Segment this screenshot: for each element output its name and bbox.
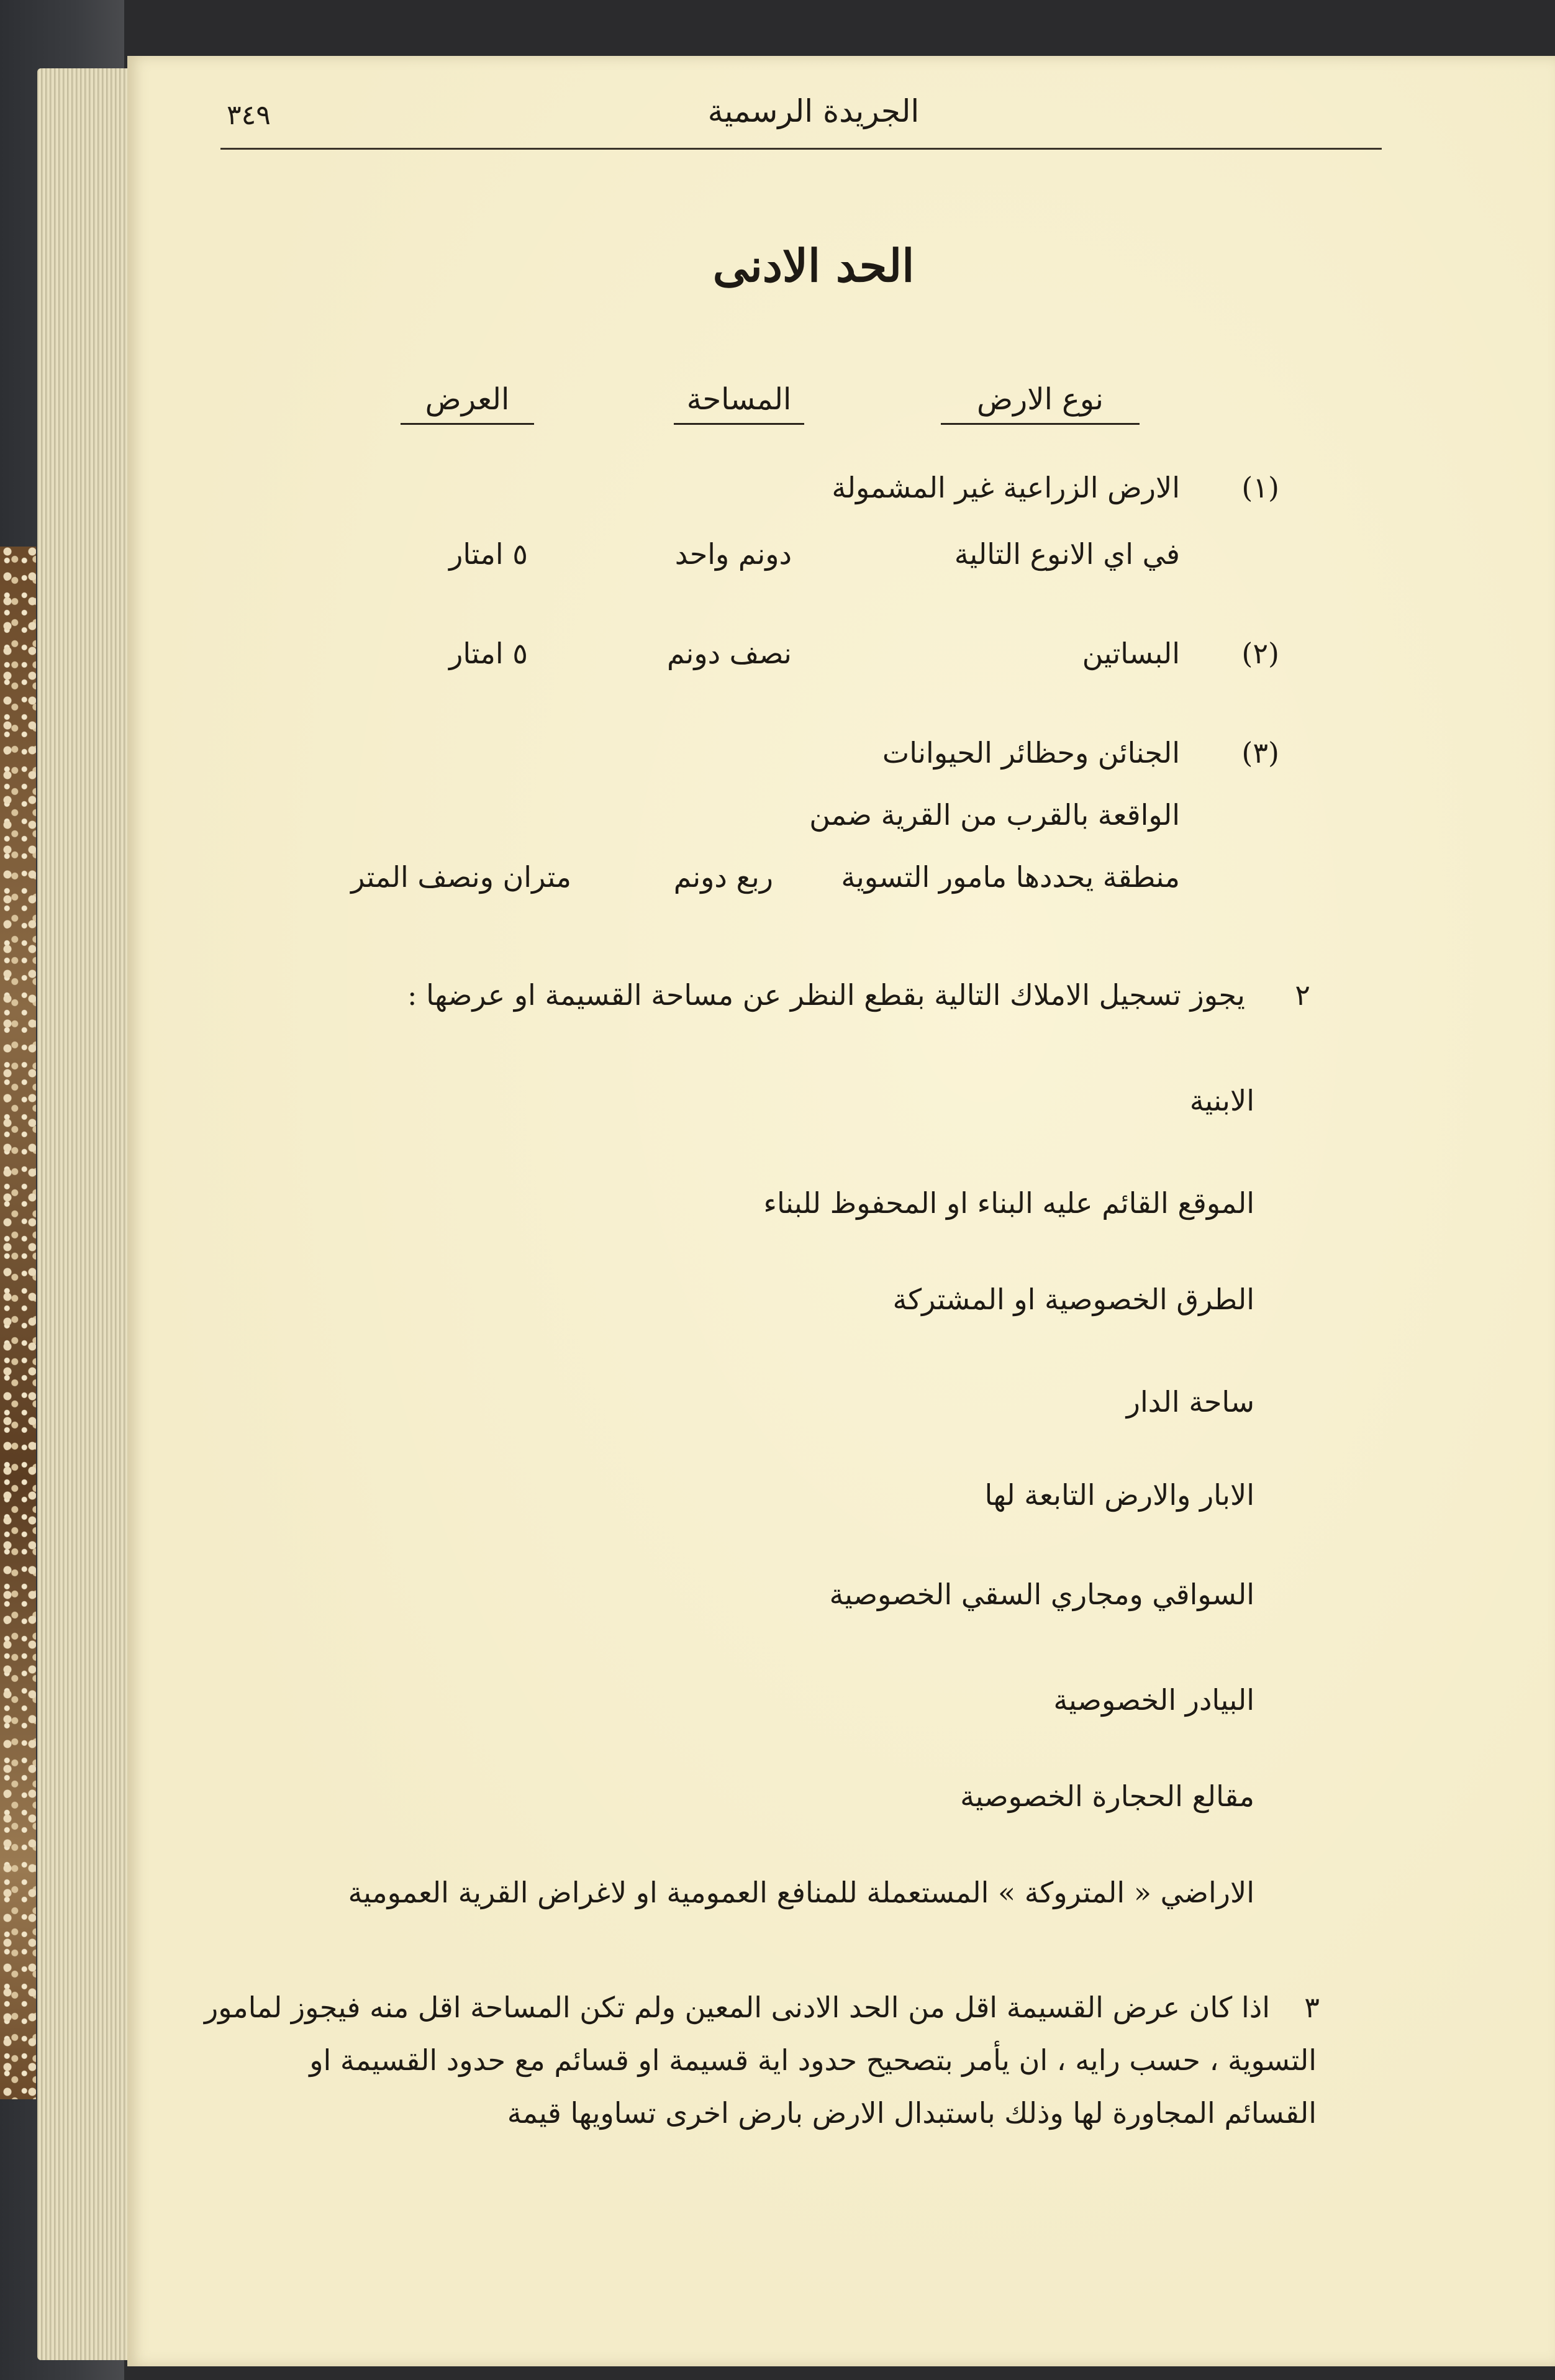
- land-type-line: البساتين: [1082, 637, 1180, 670]
- row-number: (١): [1241, 471, 1279, 504]
- column-header-land-type: نوع الارض: [941, 382, 1140, 425]
- area-value: نصف دونم: [666, 637, 792, 670]
- column-header-area: المساحة: [674, 382, 804, 425]
- column-header-width: العرض: [401, 382, 534, 425]
- page-number: ٣٤٩: [227, 99, 271, 131]
- list-item: الاراضي « المتروكة » المستعملة للمنافع العمومية او لاغراض القرية العمومية: [348, 1876, 1254, 1909]
- row-number: (٢): [1241, 637, 1279, 670]
- area-value: ربع دونم: [673, 860, 773, 894]
- clause-number: ٣: [1304, 1991, 1320, 2024]
- list-item: البيادر الخصوصية: [1053, 1683, 1254, 1717]
- list-item: السواقي ومجاري السقي الخصوصية: [829, 1578, 1254, 1611]
- land-type-line: في اي الانوع التالية: [954, 537, 1180, 571]
- section-title: الحد الادنى: [712, 239, 915, 292]
- land-type-line: منطقة يحددها مامور التسوية: [841, 860, 1180, 894]
- list-item: الطرق الخصوصية او المشتركة: [892, 1283, 1254, 1316]
- land-type-line: الارض الزراعية غير المشمولة: [832, 471, 1180, 504]
- marbled-spine: [0, 547, 36, 2099]
- width-value: ٥ امتار: [449, 637, 528, 670]
- clause-line: التسوية ، حسب رايه ، ان يأمر بتصحيح حدود اية قسيمة او قسائم مع حدود القسيمة او: [309, 2043, 1317, 2077]
- page-edges: [37, 68, 130, 2360]
- clause-line: اذا كان عرض القسيمة اقل من الحد الادنى المعين ولم تكن المساحة اقل منه فيجوز لمامور: [204, 1991, 1270, 2024]
- area-value: دونم واحد: [674, 537, 792, 571]
- land-type-line: الجنائن وحظائر الحيوانات: [882, 736, 1180, 770]
- clause-intro: يجوز تسجيل الاملاك التالية بقطع النظر عن مساحة القسيمة او عرضها :: [407, 978, 1245, 1012]
- row-number: (٣): [1241, 736, 1279, 770]
- list-item: الموقع القائم عليه البناء او المحفوظ للبناء: [763, 1186, 1254, 1220]
- clause-number: ٢: [1295, 978, 1310, 1012]
- list-item: الابنية: [1189, 1084, 1254, 1117]
- clause-line: القسائم المجاورة لها وذلك باستبدال الارض بارض اخرى تساويها قيمة: [507, 2096, 1317, 2130]
- width-value: متران ونصف المتر: [351, 860, 571, 894]
- list-item: الابار والارض التابعة لها: [984, 1478, 1254, 1512]
- land-type-line: الواقعة بالقرب من القرية ضمن: [809, 798, 1180, 832]
- list-item: مقالع الحجارة الخصوصية: [960, 1779, 1254, 1813]
- width-value: ٥ امتار: [449, 537, 528, 571]
- list-item: ساحة الدار: [1126, 1385, 1254, 1419]
- publication-title: الجريدة الرسمية: [707, 93, 920, 129]
- header-rule: [220, 148, 1382, 150]
